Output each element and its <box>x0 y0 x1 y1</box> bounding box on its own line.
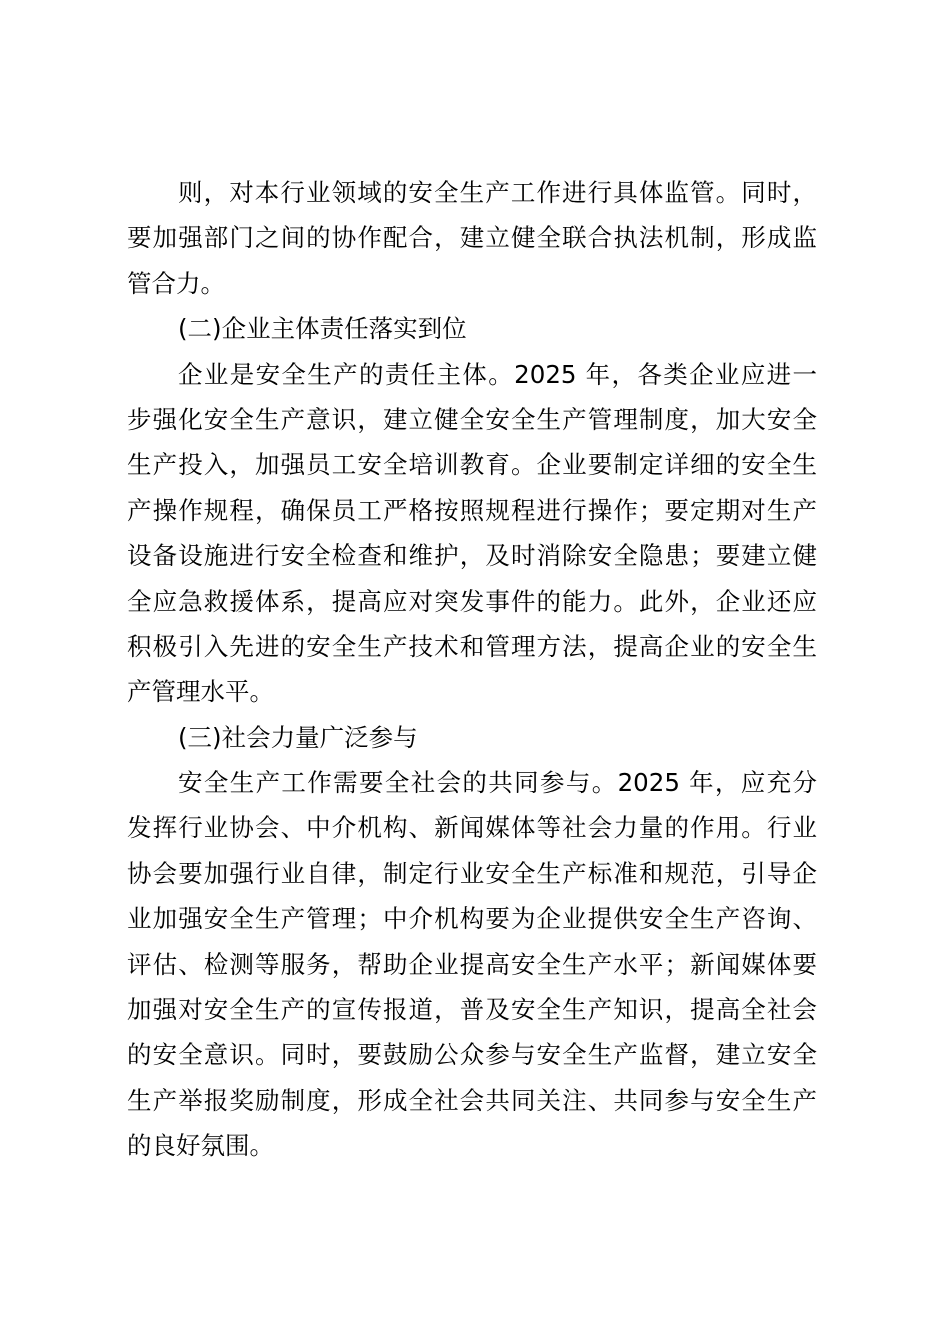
text-line: 设备设施进行安全检查和维护，及时消除安全隐患；要建立健 <box>127 541 817 571</box>
text-line: 安全生产工作需要全社会的共同参与。2025 年，应充分 <box>178 768 817 798</box>
text-line: 步强化安全生产意识，建立健全安全生产管理制度，加大安全 <box>127 404 817 434</box>
text-line: 生产举报奖励制度，形成全社会共同关注、共同参与安全生产 <box>127 1085 817 1115</box>
text-line: 企业是安全生产的责任主体。2025 年，各类企业应进一 <box>178 359 817 389</box>
text-line: 评估、检测等服务，帮助企业提高安全生产水平；新闻媒体要 <box>127 949 817 979</box>
section-heading-2: (二)企业主体责任落实到位 <box>178 314 467 344</box>
text-line: 全应急救援体系，提高应对突发事件的能力。此外，企业还应 <box>127 586 817 616</box>
text-line: 的安全意识。同时，要鼓励公众参与安全生产监督，建立安全 <box>127 1040 817 1070</box>
text-line: 生产投入，加强员工安全培训教育。企业要制定详细的安全生 <box>127 450 817 480</box>
text-line: 发挥行业协会、中介机构、新闻媒体等社会力量的作用。行业 <box>127 813 817 843</box>
section-heading-3: (三)社会力量广泛参与 <box>178 722 418 752</box>
text-line: 积极引入先进的安全生产技术和管理方法，提高企业的安全生 <box>127 631 817 661</box>
text-line: 要加强部门之间的协作配合，建立健全联合执法机制，形成监 <box>127 223 817 253</box>
text-line: 加强对安全生产的宣传报道，普及安全生产知识，提高全社会 <box>127 995 817 1025</box>
text-line: 产操作规程，确保员工严格按照规程进行操作；要定期对生产 <box>127 495 817 525</box>
text-line: 业加强安全生产管理；中介机构要为企业提供安全生产咨询、 <box>127 904 817 934</box>
document-page <box>127 170 817 1169</box>
text-line: 产管理水平。 <box>127 677 274 707</box>
text-line: 协会要加强行业自律，制定行业安全生产标准和规范，引导企 <box>127 858 817 888</box>
text-line: 的良好氛围。 <box>127 1131 274 1161</box>
text-line: 管合力。 <box>127 268 225 298</box>
text-line: 则，对本行业领域的安全生产工作进行具体监管。同时， <box>178 178 817 207</box>
